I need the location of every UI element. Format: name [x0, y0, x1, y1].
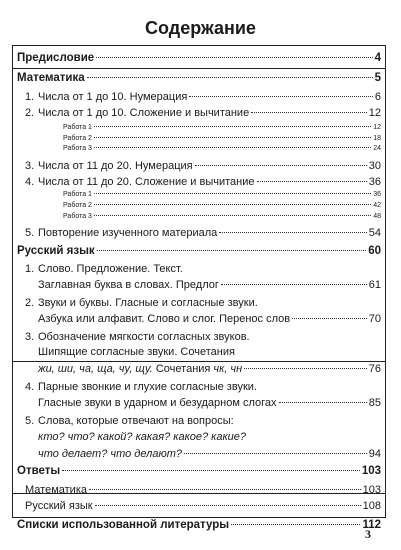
toc-entry-line[interactable]: [25, 331, 250, 343]
subentry-page: 42: [373, 202, 381, 209]
leader-dots: [94, 147, 371, 148]
toc-entry-preface[interactable]: [17, 52, 381, 64]
subentry-page: 18: [373, 135, 381, 142]
subentry-page: 24: [373, 145, 381, 152]
toc-entry[interactable]: [25, 176, 381, 188]
leader-dots: [257, 181, 367, 182]
leader-dots: [195, 165, 367, 166]
entry-number: 3.: [25, 160, 35, 172]
entry-label-italic: что делает? что делают?: [38, 448, 183, 460]
toc-section-russian[interactable]: [17, 245, 381, 257]
toc-entry[interactable]: [25, 107, 381, 119]
toc-entry[interactable]: [25, 484, 381, 496]
section-page: 103: [361, 465, 381, 477]
leader-dots: [62, 470, 360, 471]
entry-number: 1.: [25, 263, 35, 275]
leader-dots: [94, 215, 371, 216]
toc-subentry[interactable]: [63, 135, 381, 142]
leader-dots: [89, 489, 361, 490]
entry-label: Числа от 1 до 10. Нумерация: [38, 91, 188, 103]
toc-entry-line: [38, 431, 246, 443]
entry-page: 103: [362, 484, 381, 496]
toc-entry-line[interactable]: [25, 415, 234, 427]
entry-label: Азбука или алфавит. Слово и слог. Перенос слов: [38, 313, 291, 325]
entry-number: 4.: [25, 176, 35, 188]
section-label: Ответы: [17, 465, 61, 477]
toc-entry-line[interactable]: [25, 297, 258, 309]
entry-number: 3.: [25, 331, 35, 343]
toc-section-answers[interactable]: [17, 465, 381, 477]
section-label: Списки использованной литературы: [17, 519, 230, 531]
entry-number: 2.: [25, 107, 35, 119]
leader-dots: [219, 232, 366, 233]
entry-label: Русский язык: [25, 500, 93, 512]
entry-label: Слова, которые отвечают на вопросы:: [38, 415, 234, 427]
subentry-label: Работа 2: [63, 202, 92, 209]
entry-label: Гласные звуки в ударном и безударном слогах: [38, 397, 277, 409]
entry-page: 6: [374, 91, 381, 103]
entry-page: 12: [368, 107, 381, 119]
entry-page: 70: [368, 313, 381, 325]
toc-subentry[interactable]: [63, 213, 381, 220]
leader-dots: [189, 96, 373, 97]
entry-label: Слово. Предложение. Текст.: [38, 263, 183, 275]
toc-entry[interactable]: [25, 91, 381, 103]
leader-dots: [292, 318, 367, 319]
entry-page: 54: [368, 227, 381, 239]
toc-entry[interactable]: [25, 160, 381, 172]
toc-entry[interactable]: [38, 363, 381, 375]
entry-label: Шипящие согласные звуки. Сочетания: [38, 346, 235, 358]
section-page: 112: [362, 519, 381, 531]
entry-label-italic: кто? что? какой? какая? какое? какие?: [38, 431, 247, 443]
entry-page: 30: [368, 160, 381, 172]
leader-dots: [94, 204, 371, 205]
entry-page: 61: [368, 279, 381, 291]
toc-entry[interactable]: [38, 279, 381, 291]
section-page: 5: [374, 72, 381, 84]
subentry-page: 36: [373, 191, 381, 198]
toc-entry-line[interactable]: [25, 263, 183, 275]
subentry-page: 12: [373, 124, 381, 131]
toc-entry[interactable]: [38, 397, 381, 409]
leader-dots: [251, 112, 367, 113]
entry-number: 4.: [25, 381, 35, 393]
toc-subentry[interactable]: [63, 202, 381, 209]
leader-dots: [94, 193, 371, 194]
toc-entry-line: [38, 346, 235, 358]
toc-subentry[interactable]: [63, 191, 381, 198]
entry-number: 2.: [25, 297, 35, 309]
subentry-label: Работа 1: [63, 124, 92, 131]
toc-entry[interactable]: [38, 448, 381, 460]
leader-dots: [279, 402, 367, 403]
entry-number: 5.: [25, 415, 35, 427]
page-title: Содержание: [145, 18, 256, 38]
entry-page: 76: [368, 363, 381, 375]
toc-entry[interactable]: [38, 313, 381, 325]
subentry-label: Работа 1: [63, 191, 92, 198]
entry-label: Парные звонкие и глухие согласные звуки.: [38, 381, 257, 393]
leader-dots: [184, 453, 367, 454]
divider: [12, 68, 386, 69]
entry-label-italic: жи, ши, ча, ща, чу, щу.: [38, 363, 153, 375]
section-page: 60: [368, 245, 381, 257]
section-label: Математика: [17, 72, 85, 84]
entry-page: 36: [368, 176, 381, 188]
leader-dots: [96, 57, 372, 58]
entry-page: 94: [368, 448, 381, 460]
leader-dots: [95, 505, 361, 506]
leader-dots: [94, 137, 371, 138]
entry-label: Звуки и буквы. Гласные и согласные звуки.: [38, 297, 258, 309]
subentry-label: Работа 3: [63, 213, 92, 220]
entry-label: Числа от 11 до 20. Сложение и вычитание: [38, 176, 255, 188]
entry-page: 85: [368, 397, 381, 409]
leader-dots: [97, 250, 367, 251]
toc-entry[interactable]: [25, 227, 381, 239]
entry-page: 4: [374, 52, 381, 64]
toc-entry-line[interactable]: [25, 381, 257, 393]
entry-label: Повторение изученного материала: [38, 227, 218, 239]
leader-dots: [244, 368, 367, 369]
toc-section-math[interactable]: [17, 72, 381, 84]
section-label: Русский язык: [17, 245, 95, 257]
leader-dots: [87, 77, 373, 78]
entry-label: Сочетания: [152, 363, 214, 375]
toc-subentry[interactable]: [63, 145, 381, 152]
entry-label: Числа от 11 до 20. Нумерация: [38, 160, 193, 172]
divider: [12, 361, 386, 362]
toc-subentry[interactable]: [63, 124, 381, 131]
subentry-page: 48: [373, 213, 381, 220]
page-number: 3: [365, 527, 371, 541]
entry-label: Заглавная буква в словах. Предлог: [38, 279, 219, 291]
entry-label: Математика: [25, 484, 87, 496]
toc-entry[interactable]: [25, 500, 381, 512]
leader-dots: [94, 126, 371, 127]
entry-label: Числа от 1 до 10. Сложение и вычитание: [38, 107, 250, 119]
subentry-label: Работа 2: [63, 135, 92, 142]
entry-page: 108: [362, 500, 381, 512]
entry-number: 5.: [25, 227, 35, 239]
entry-label: Обозначение мягкости согласных звуков.: [38, 331, 250, 343]
toc-section-references[interactable]: [17, 519, 381, 531]
subentry-label: Работа 3: [63, 145, 92, 152]
leader-dots: [221, 284, 367, 285]
entry-label: Предисловие: [17, 52, 95, 64]
leader-dots: [231, 524, 360, 525]
entry-label-italic: чк, чн: [213, 363, 243, 375]
entry-number: 1.: [25, 91, 35, 103]
